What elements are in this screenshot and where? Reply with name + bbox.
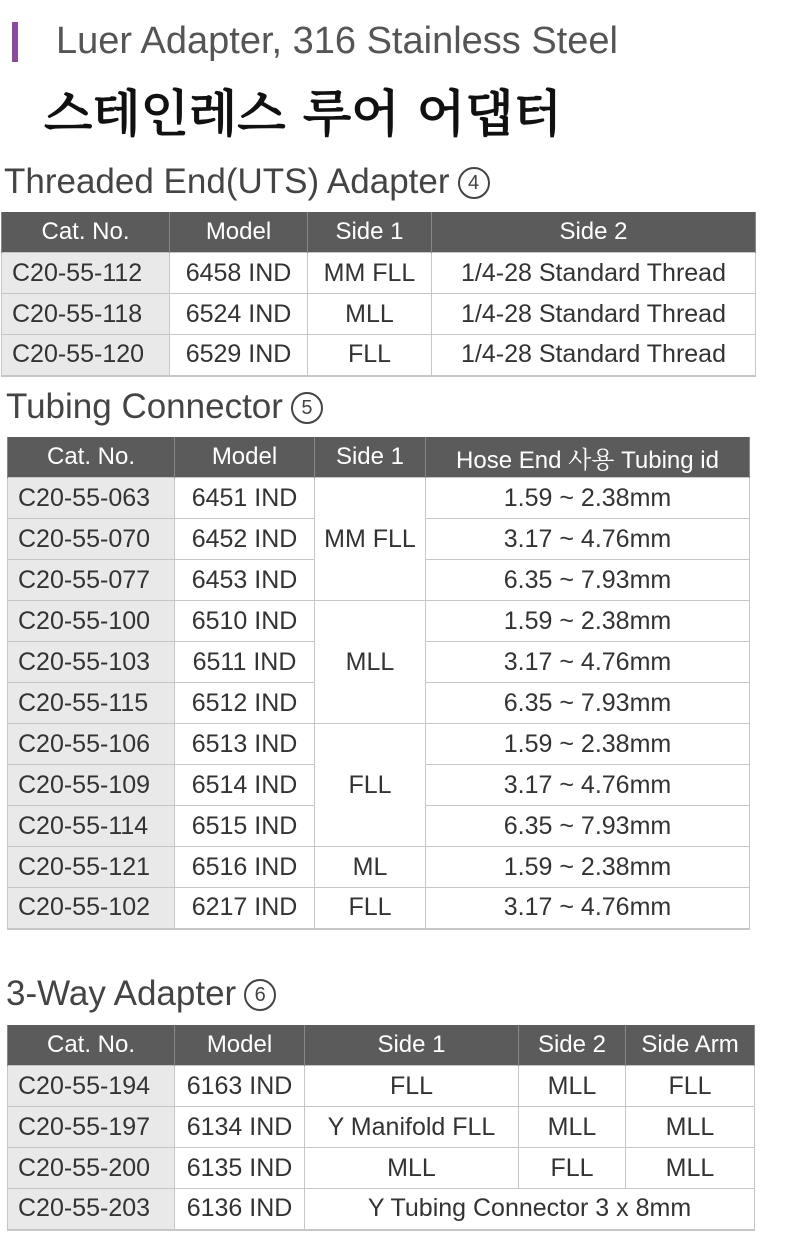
side2-cell: FLL: [519, 1148, 626, 1189]
side2-cell: 1/4-28 Standard Thread: [432, 294, 756, 335]
side1-cell: FLL: [308, 335, 432, 376]
side1-cell: MLL: [305, 1148, 519, 1189]
cat-no-cell: C20-55-070: [8, 519, 175, 560]
model-cell: 6453 IND: [175, 560, 315, 601]
tubing-range-cell: 3.17 ~ 4.76mm: [426, 888, 750, 929]
tubing-range-cell: 1.59 ~ 2.38mm: [426, 601, 750, 642]
side1-group-cell: FLL: [315, 888, 426, 929]
model-cell: 6512 IND: [175, 683, 315, 724]
cat-no-cell: C20-55-197: [8, 1107, 175, 1148]
merged-description-cell: Y Tubing Connector 3 x 8mm: [305, 1189, 755, 1230]
table-header-row: [8, 437, 750, 478]
section-number-badge: 6: [244, 979, 276, 1011]
side-arm-cell: MLL: [626, 1148, 755, 1189]
column-header: Cat. No.: [2, 212, 170, 253]
column-header: Model: [175, 437, 315, 478]
table-header-row: [2, 212, 756, 253]
section-title-three-way: [6, 974, 276, 1014]
column-header: Cat. No.: [8, 1025, 175, 1066]
model-cell: 6135 IND: [175, 1148, 305, 1189]
three-way-adapter-table: [7, 1025, 755, 1231]
table-row: [2, 335, 756, 376]
side1-cell: FLL: [305, 1066, 519, 1107]
model-cell: 6524 IND: [170, 294, 308, 335]
table-row: [2, 253, 756, 294]
table-header-row: [8, 1025, 755, 1066]
side1-group-cell: MLL: [315, 601, 426, 724]
column-header: Side 1: [308, 212, 432, 253]
cat-no-cell: C20-55-102: [8, 888, 175, 929]
side2-cell: 1/4-28 Standard Thread: [432, 253, 756, 294]
model-cell: 6514 IND: [175, 765, 315, 806]
table-row: [8, 1066, 755, 1107]
tubing-range-cell: 3.17 ~ 4.76mm: [426, 642, 750, 683]
cat-no-cell: C20-55-120: [2, 335, 170, 376]
section-number-badge: 4: [458, 167, 490, 199]
side1-group-cell: FLL: [315, 724, 426, 847]
column-header: Hose End 사용 Tubing id: [426, 437, 750, 478]
model-cell: 6458 IND: [170, 253, 308, 294]
table-row: [8, 888, 750, 929]
model-cell: 6163 IND: [175, 1066, 305, 1107]
side1-cell: MLL: [308, 294, 432, 335]
side1-group-cell: MM FLL: [315, 478, 426, 601]
model-cell: 6510 IND: [175, 601, 315, 642]
section-title-text: Threaded End(UTS) Adapter: [4, 162, 450, 201]
tubing-range-cell: 6.35 ~ 7.93mm: [426, 560, 750, 601]
cat-no-cell: C20-55-077: [8, 560, 175, 601]
model-cell: 6134 IND: [175, 1107, 305, 1148]
table-row: [8, 601, 750, 642]
cat-no-cell: C20-55-109: [8, 765, 175, 806]
tubing-range-cell: 6.35 ~ 7.93mm: [426, 806, 750, 847]
side2-cell: MLL: [519, 1107, 626, 1148]
table-row: [8, 1189, 755, 1230]
tubing-range-cell: 6.35 ~ 7.93mm: [426, 683, 750, 724]
side1-cell: Y Manifold FLL: [305, 1107, 519, 1148]
cat-no-cell: C20-55-112: [2, 253, 170, 294]
cat-no-cell: C20-55-121: [8, 847, 175, 888]
column-header: Side 2: [519, 1025, 626, 1066]
side2-cell: MLL: [519, 1066, 626, 1107]
column-header: Model: [175, 1025, 305, 1066]
tubing-range-cell: 3.17 ~ 4.76mm: [426, 765, 750, 806]
column-header: Side 2: [432, 212, 756, 253]
model-cell: 6452 IND: [175, 519, 315, 560]
table-row: [2, 294, 756, 335]
section-number-badge: 5: [291, 392, 323, 424]
section-title-tubing: [6, 387, 323, 427]
model-cell: 6217 IND: [175, 888, 315, 929]
column-header: Side 1: [305, 1025, 519, 1066]
cat-no-cell: C20-55-100: [8, 601, 175, 642]
table-row: [8, 478, 750, 519]
tubing-range-cell: 1.59 ~ 2.38mm: [426, 724, 750, 765]
side-arm-cell: MLL: [626, 1107, 755, 1148]
model-cell: 6136 IND: [175, 1189, 305, 1230]
threaded-adapter-table: [1, 212, 756, 377]
model-cell: 6529 IND: [170, 335, 308, 376]
section-title-threaded: [4, 162, 490, 202]
cat-no-cell: C20-55-118: [2, 294, 170, 335]
section-title-text: 3-Way Adapter: [6, 974, 237, 1013]
side2-cell: 1/4-28 Standard Thread: [432, 335, 756, 376]
cat-no-cell: C20-55-106: [8, 724, 175, 765]
cat-no-cell: C20-55-115: [8, 683, 175, 724]
side-arm-cell: FLL: [626, 1066, 755, 1107]
page-title-korean: 스테인레스 루어 어댑터: [44, 85, 562, 143]
tubing-connector-table: [7, 437, 750, 930]
column-header: Side Arm: [626, 1025, 755, 1066]
tubing-range-cell: 1.59 ~ 2.38mm: [426, 847, 750, 888]
model-cell: 6513 IND: [175, 724, 315, 765]
model-cell: 6515 IND: [175, 806, 315, 847]
tubing-range-cell: 3.17 ~ 4.76mm: [426, 519, 750, 560]
cat-no-cell: C20-55-103: [8, 642, 175, 683]
cat-no-cell: C20-55-203: [8, 1189, 175, 1230]
column-header: Cat. No.: [8, 437, 175, 478]
page-title-english: Luer Adapter, 316 Stainless Steel: [56, 20, 618, 62]
side1-group-cell: ML: [315, 847, 426, 888]
section-title-text: Tubing Connector: [6, 387, 283, 426]
cat-no-cell: C20-55-200: [8, 1148, 175, 1189]
cat-no-cell: C20-55-063: [8, 478, 175, 519]
column-header: Model: [170, 212, 308, 253]
model-cell: 6511 IND: [175, 642, 315, 683]
model-cell: 6451 IND: [175, 478, 315, 519]
table-row: [8, 1148, 755, 1189]
table-row: [8, 847, 750, 888]
table-row: [8, 1107, 755, 1148]
column-header: Side 1: [315, 437, 426, 478]
cat-no-cell: C20-55-194: [8, 1066, 175, 1107]
cat-no-cell: C20-55-114: [8, 806, 175, 847]
tubing-range-cell: 1.59 ~ 2.38mm: [426, 478, 750, 519]
accent-bar: [12, 22, 18, 62]
table-row: [8, 724, 750, 765]
model-cell: 6516 IND: [175, 847, 315, 888]
side1-cell: MM FLL: [308, 253, 432, 294]
